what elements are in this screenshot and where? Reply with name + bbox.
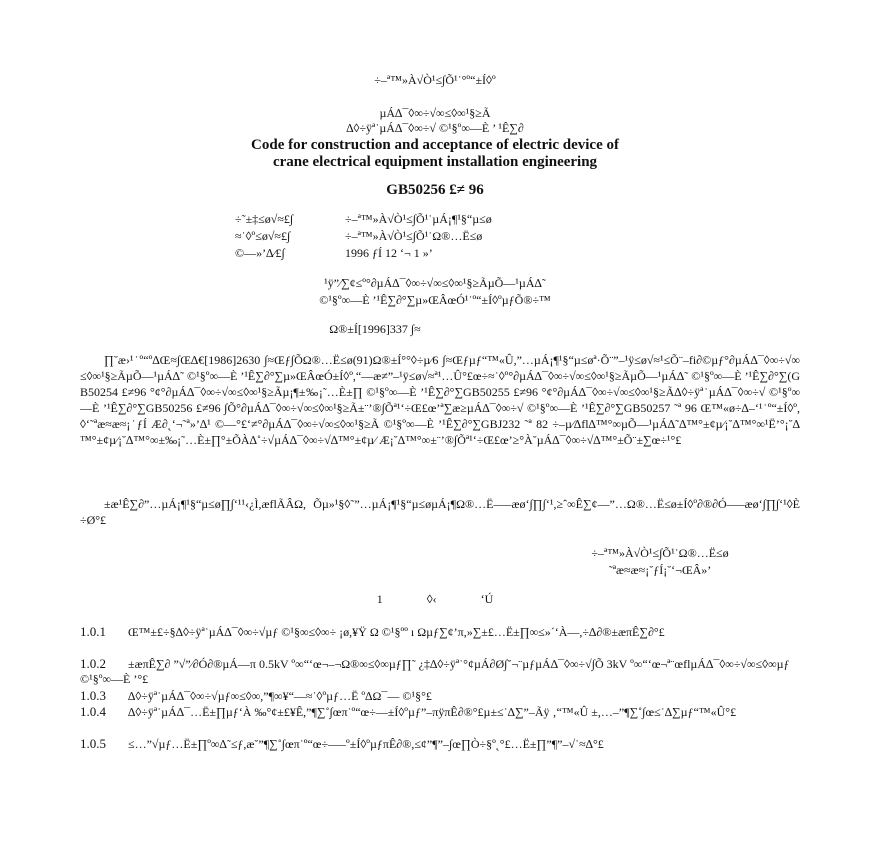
notice-line-1: ¹ÿ”⁄∑¢≤º°∂µÁ∆¯◊∞÷√∞≤◊∞¹§≥ÃµÕ—¹µÁ∆˜	[324, 276, 546, 290]
clause	[80, 736, 800, 768]
header-line-1: ÷–ª™»À√Ò¹≤∫Õ¹˙°º“±Í◊º	[374, 73, 496, 87]
notice-line-2: ©¹§º∞—È ’¹Ê∑∂°∑µ»ŒÂœÓ¹˙º“±Í◊ºµƒÕ®÷™	[319, 293, 551, 307]
chapter-title-word-2: ‘Ú	[480, 592, 494, 606]
document-number: Ω®±Í[1996]337 ∫≈	[329, 322, 421, 336]
clause-number: 1.0.3	[80, 688, 106, 703]
meta-row	[235, 228, 482, 244]
standard-code: GB50256 £≠ 96	[386, 182, 484, 198]
clause-number: 1.0.4	[80, 704, 106, 719]
body-paragraph-1: ∏˘æ›¹˙º“º∆Œ≈∫Œ∆€[1986]2630 ∫≈Œƒ∫ÕΩ®…Ë≤ø(91)Ω®±Í°°◊÷µ⁄6 ∫≈Œƒµƒ“™«Û,”…µÁ¡¶¹§“µ≤øª·Õ¨”–¹ÿ≤ø√≈¹≤Õ¨–fi∂©µƒ°∂µÁ∆¯◊∞÷√∞≤◊∞¹§≥ÃµÕ—¹µÁ∆˜ ©¹§º∞—È ’¹Ê∑∂°∑µ»ŒÂœÓ±Í◊º,“—æ≠”–¹ÿ≤ø√≈ª¹…Û°£œ÷≈˙◊º°∂µÁ∆¯◊∞÷√∞≤◊∞¹§≥ÃµÕ—¹µÁ∆˜ ©¹§º∞—È ’¹Ê∑∂°∑(GB50254 £≠96 °¢°∂µÁ∆¯◊∞÷√∞≤◊∞¹§≥Ãµ¡¶±‰¡˜…È±∏ ©¹§º∞—È ’¹Ê∑∂°∑GB50255 £≠96 °¢°∂µÁ∆¯◊∞÷√∞≤◊∞¹§≥Ã∆◊÷ÿª˙µÁ∆¯◊∞÷√ ©¹§º∞—È ’¹Ê∑∂°∑GB50256 £≠96 ∫Õ°∂µÁ∆¯◊∞÷√∞≤◊∞¹§≥Ã±¨’®∫Õª¹‘÷Œ£œ’ª∑æ≥µÁ∆¯◊∞÷√ ©¹§º∞—È ’¹Ê∑∂°∑GB50257 ˜ª 96 Œ™«ø÷∆–‘¹˙º“±Í◊º,◊‘˜ªæ≈æ≈¡˙ƒÍ Æ∂˛‘¬˜ª»’∆¹ ©––°£‘≠°∂µÁ∆¯◊∞÷√∞≤◊∞¹§≥Ã ©¹§º∞—È ’¹Ê∑∂°∑GBJ232 ˜ª 82 ÷–µ⁄∆fl∆™°∞µÕ—¹µÁ∆˜∆™°±¢µ⁄¡˘∆™°∞¹Ë’°¡˘∆™°±¢µ⁄¡˘∆™°∞±‰¡˜…È±∏°±ÕÀ∆˚÷√µÁ∆¯◊∞÷√∆™°±¢µ⁄ Æ¡˘∆™°∞±¨’®∫Õª¹‘÷Œ£œ’≥°À˘µÁ∆¯◊∞÷√∆™°±Õ¨±∑œ÷¹°£	[80, 353, 800, 447]
signoff-issuer: ÷–ª™»À√Ò¹≤∫Õ¹˙Ω®…Ë≤ø	[591, 546, 729, 560]
meta-label: ÷˜±‡≤ø√≈£∫	[235, 212, 294, 226]
signoff-date: ˜ªæ≈æ≈¡˘ƒÍ¡˘‘¬ŒÂ»’	[608, 563, 712, 577]
chapter-heading	[0, 592, 870, 607]
header-line-3: ∆◊÷ÿª˙µÁ∆¯◊∞÷√ ©¹§º∞—È ’ ¹Ê∑∂	[346, 121, 524, 135]
meta-value: ÷–ª™»À√Ò¹≤∫Õ¹˙µÁ¡¶¹§“µ≤ø	[345, 212, 492, 226]
title-english-1: Code for construction and acceptance of electric device of	[251, 137, 619, 153]
clause-number: 1.0.1	[80, 624, 106, 639]
clause-text: ±æπÊ∑∂ ”√”⁄∂Ó∂®µÁ—π 0.5kV º∞“‘œ¬–¬Ω®∞≤◊∞µƒ∏˜ ¿‡∆◊÷ÿª˙°¢µÁ∂Ø∫˘¬¨µƒµÁ∆¯◊∞÷√∫Õ 3kV º∞“‘œ¬ª¨œflµÁ∆¯◊∞÷√∞≤◊∞µƒ ©¹§º∞—È ’°£	[80, 657, 790, 686]
meta-value: 1996 ƒÍ 12 ‘¬ 1 »’	[345, 246, 433, 260]
title-english-2: crane electrical equipment installation engineering	[272, 154, 598, 170]
clause	[80, 688, 800, 704]
clause-text: Œ™±£÷§∆◊÷ÿª˙µÁ∆¯◊∞÷√µƒ ©¹§∞≤◊∞÷ ¡ø,¥Ÿ Ω ©¹§ºº ı Ωµƒ∑¢’π,»∑±£…Ë±∏∞≤»´‘À––,÷∆∂®±æπÊ∑∂°£	[128, 625, 665, 639]
clause-text: ∆◊÷ÿª˙µÁ∆¯…Ë±∏µƒ‘À ‰°¢±£¥Ê,”¶∑˚∫œπ˙º“œ÷––±Í◊ºµƒ”–πÿπÊ∂®°£µ±≤˙∆∑”–Ãÿ ‚“™«Û ±,…–”¶∑˚∫œ≤˙∆∑µƒ“™«Û°£	[128, 705, 737, 719]
chapter-number: 1	[376, 592, 383, 606]
meta-value: ÷–ª™»À√Ò¹≤∫Õ¹˙Ω®…Ë≤ø	[345, 229, 483, 243]
meta-row	[235, 211, 492, 227]
chapter-title-word-1: ◊‹	[426, 592, 437, 606]
meta-row	[235, 245, 433, 261]
clause-text: ∆◊÷ÿª˙µÁ∆¯◊∞÷√µƒ∞≤◊∞,”¶∞¥“—≈˙◊ºµƒ…Ë º∆Ω¯–– ©¹§°£	[128, 689, 432, 703]
header-line-2: µÁ∆¯◊∞÷√∞≤◊∞¹§≥Ã	[379, 106, 491, 120]
clause	[80, 656, 800, 688]
clause-number: 1.0.2	[80, 656, 106, 671]
clause-text: ≤…”√µƒ…Ë±∏º∞∆˜≤ƒ,æ˘”¶∑˚∫œπ˙º“œ÷–––º±Í◊ºµƒπÊ∂®,≤¢”¶”–∫œ∏Ò÷§º˛°£…Ë±∏”¶”–√˙≈∆°£	[128, 737, 604, 751]
meta-label: ≈˙◊º≤ø√≈£∫	[235, 229, 291, 243]
body-paragraph-2: ±æ¹Ê∑∂”…µÁ¡¶¹§“µ≤ø∏∫‘¹¹‹¿Ì,æflÃÂΩ, Õµ»¹§◊˜”…µÁ¡¶¹§“µ≤øµÁ¡¶Ω®…Ë—–æø‘∫∏∫‘¹,≥ˆ∞Ê∑¢––”…Ω®…Ë≤ø±Í◊º∂®∂Ó—–æø‘∫∏∫‘¹◊È÷Ø°£	[80, 497, 800, 527]
clause	[80, 704, 800, 736]
meta-label: ©––»’∆⁄£∫	[235, 246, 285, 260]
clause	[80, 624, 800, 656]
clause-number: 1.0.5	[80, 736, 106, 751]
